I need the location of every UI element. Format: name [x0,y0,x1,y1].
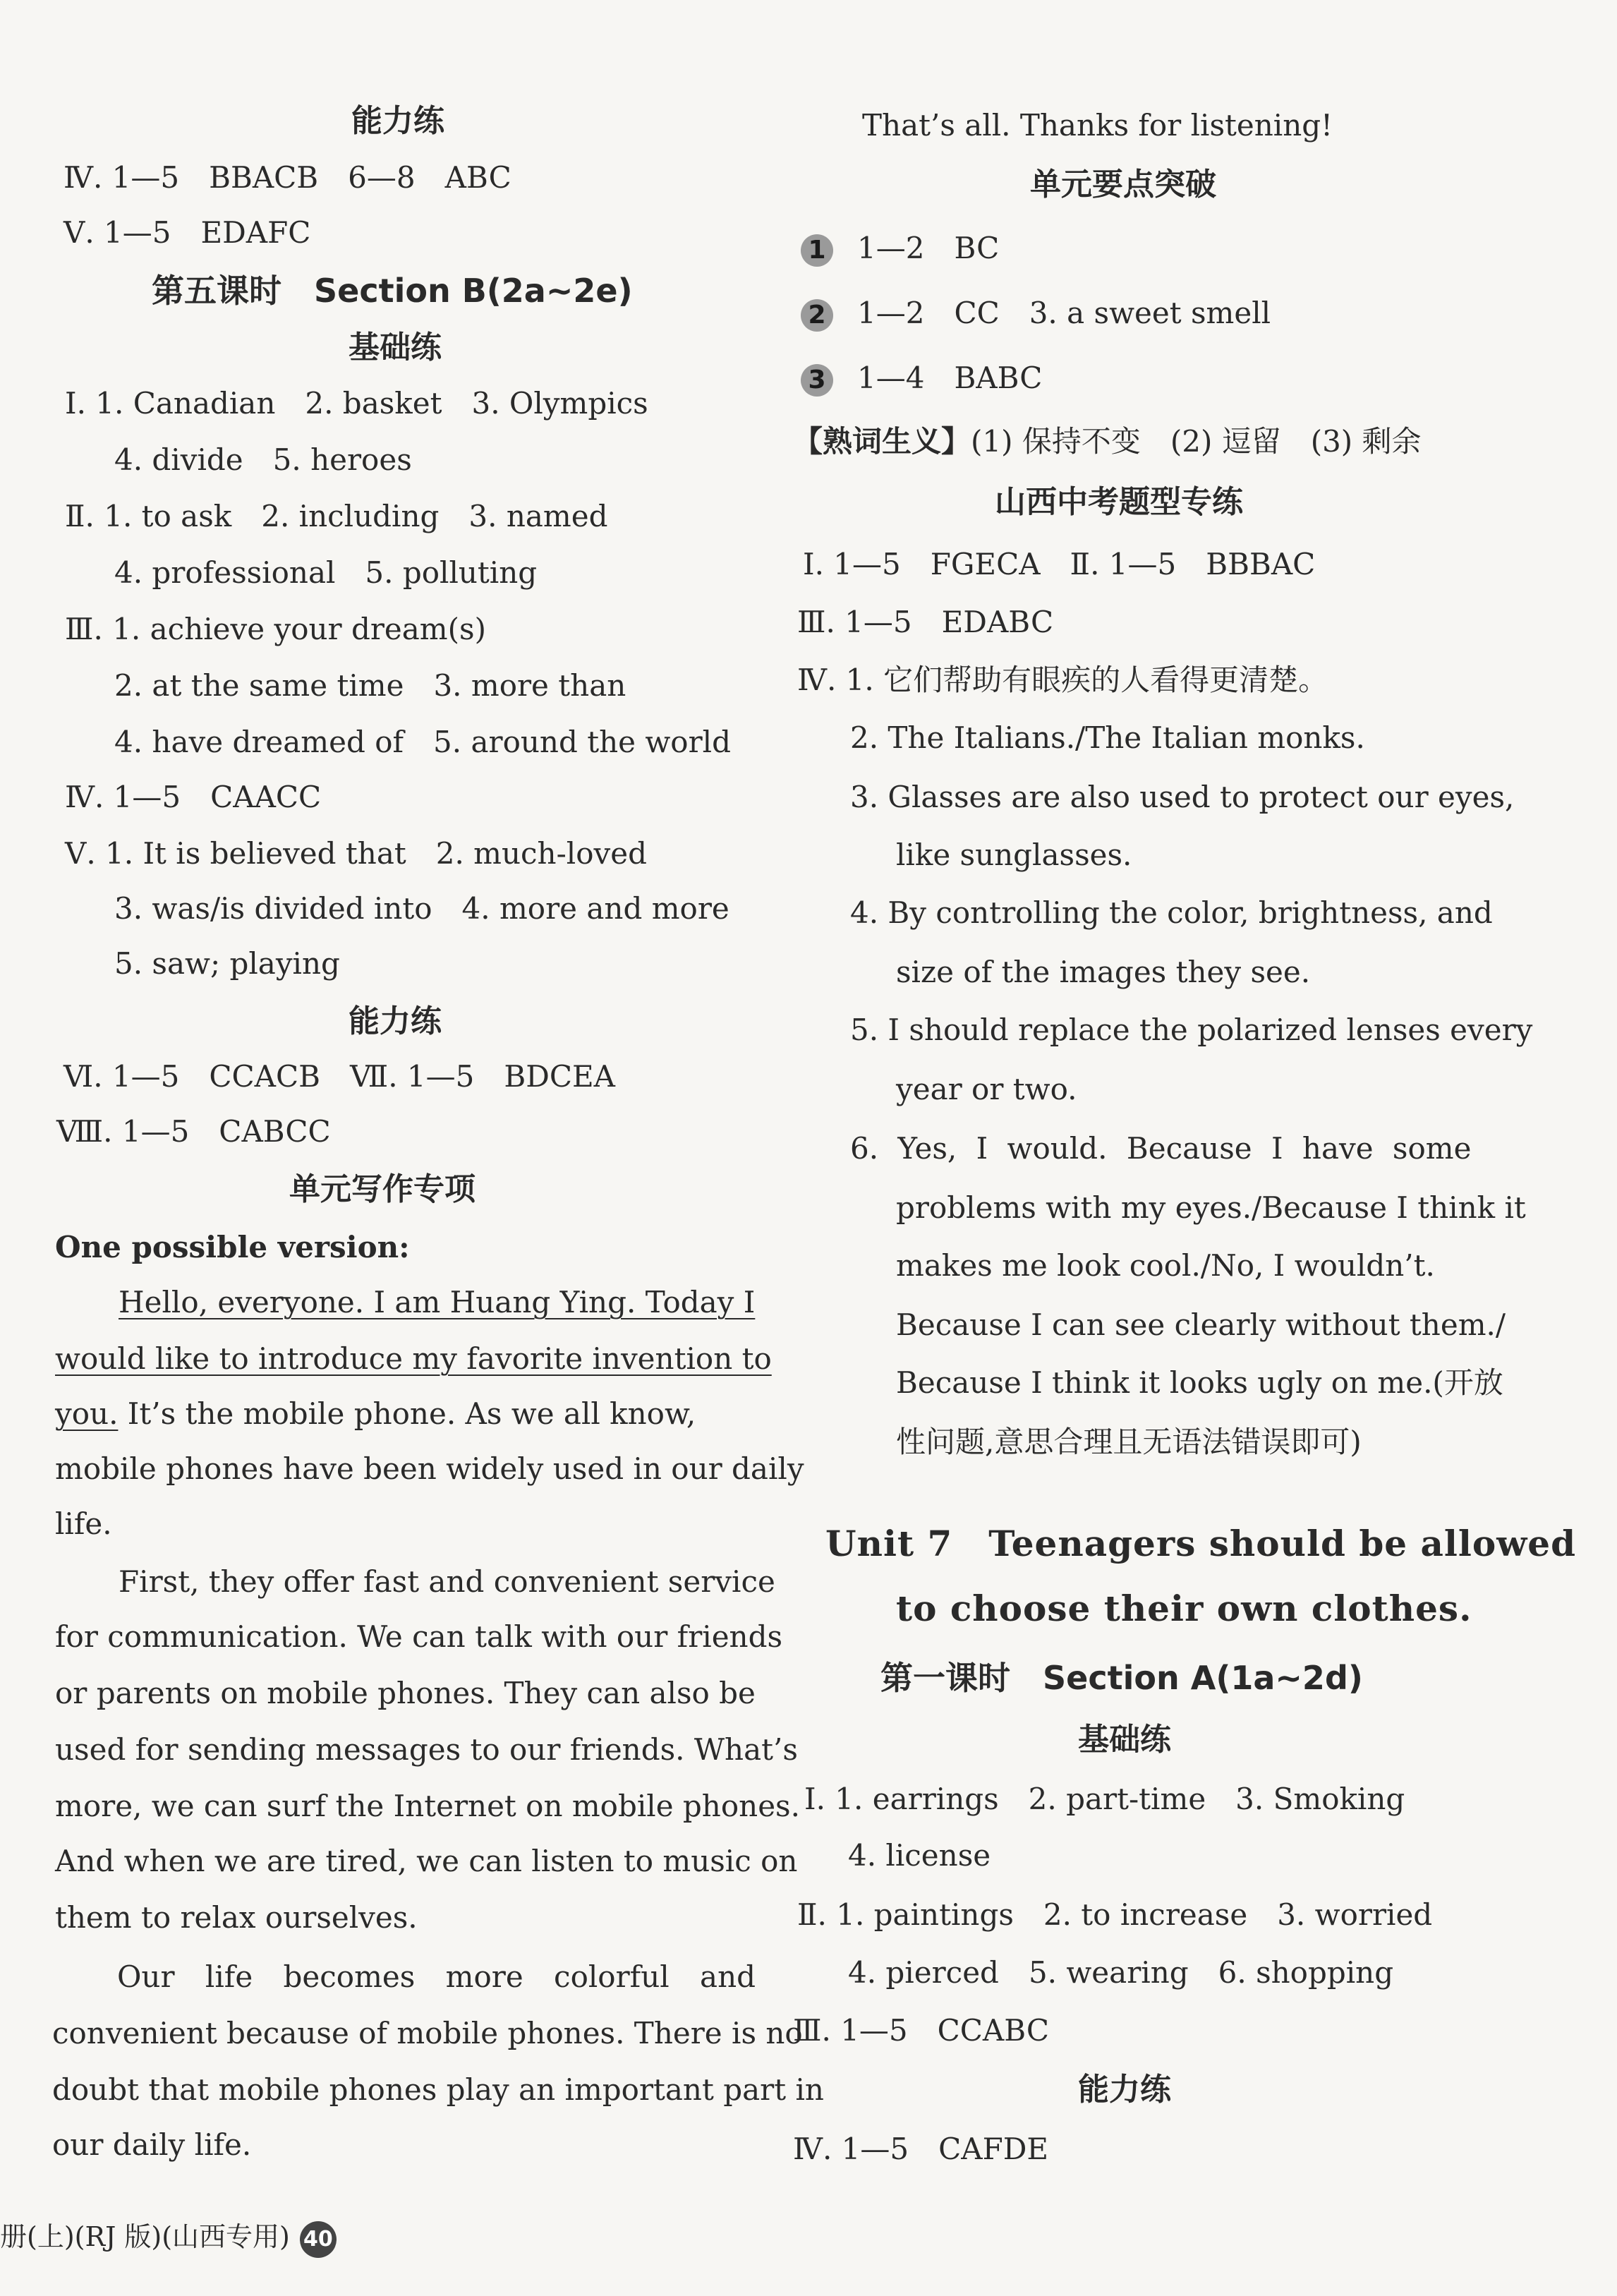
essay-label: One possible version: [55,1230,410,1264]
essay-line: That’s all. Thanks for listening! [862,108,1333,143]
lesson-title: 第五课时 Section B(2a~2e) [152,272,633,310]
answer-line: problems with my eyes./Because I think it [896,1190,1526,1225]
essay-line: Hello, everyone. I am Huang Ying. Today I [119,1285,756,1319]
number-badge: 2 [801,299,833,332]
number-badge: 3 [801,364,833,397]
essay-line: convenient because of mobile phones. There is no [52,2016,803,2050]
essay-underlined: you. [55,1396,119,1431]
answer-line: makes me look cool./No, I wouldn’t. [896,1248,1435,1283]
unit-title: Unit 7 Teenagers should be allowed [825,1523,1577,1564]
answer-line: 3. Glasses are also used to protect our eyes, [850,780,1515,814]
answer-line: Ⅲ. 1—5 EDABC [797,605,1054,639]
answer-line: like sunglasses. [896,838,1132,872]
answer-line: 1 1—2 BC [801,227,999,270]
answer-line: Ⅱ. 1. paintings 2. to increase 3. worried [797,1897,1433,1932]
answer-line: 4. divide 5. heroes [114,442,412,477]
lesson-title: 第一课时 Section A(1a~2d) [880,1659,1363,1697]
essay-line: Our life becomes more colorful and [117,1959,756,1994]
essay-line: mobile phones have been widely used in our daily [55,1451,804,1486]
answer-line: Ⅴ. 1. It is believed that 2. much-loved [65,836,647,871]
section-heading: 基础练 [1078,1722,1171,1758]
essay-line: or parents on mobile phones. They can also be [55,1676,756,1710]
answer-line: 5. saw; playing [114,946,340,981]
answer-line: 4. have dreamed of 5. around the world [114,725,731,759]
essay-text: It’s the mobile phone. As we all know, [118,1396,696,1431]
essay-line: for communication. We can talk with our friends [55,1619,783,1654]
answer-line: Ⅷ. 1—5 CABCC [56,1114,331,1149]
answer-line: 【熟词生义】(1) 保持不变 (2) 逗留 (3) 剩余 [793,424,1422,459]
answer-line: Ⅵ. 1—5 CCACB Ⅶ. 1—5 BDCEA [63,1059,616,1094]
answer-line: 4. license [848,1838,991,1873]
page-footer [0,2216,337,2258]
answer-line: 2 1—2 CC 3. a sweet smell [801,292,1271,334]
answer-line: Ⅴ. 1—5 EDAFC [63,215,311,250]
essay-line: life. [55,1506,112,1541]
answer-line: 2. The Italians./The Italian monks. [850,720,1365,755]
essay-line: our daily life. [52,2127,252,2162]
answer-line: 3 1—4 BABC [801,357,1042,399]
essay-line: First, they offer fast and convenient service [119,1564,775,1599]
page-number: 40 [300,2221,337,2258]
answer-line: 5. I should replace the polarized lenses every [850,1013,1533,1047]
tag-label: 【熟词生义】 [793,424,971,459]
essay-line: more, we can surf the Internet on mobile phones. [55,1789,800,1823]
answer-line: 性问题,意思合理且无语法错误即可) [896,1425,1362,1459]
answer-line: Because I think it looks ugly on me.(开放 [896,1365,1503,1400]
section-heading: 能力练 [1078,2072,1171,2108]
essay-line [55,1393,696,1435]
essay-line: And when we are tired, we can listen to music on [55,1844,798,1878]
section-heading: 能力练 [351,103,444,139]
answer-line: Ⅲ. 1. achieve your dream(s) [65,612,486,646]
section-heading: 单元写作专项 [289,1171,476,1207]
number-badge: 1 [801,234,833,267]
answer-line: 4. professional 5. polluting [114,555,538,590]
answer-line: 4. pierced 5. wearing 6. shopping [848,1955,1394,1990]
section-heading: 山西中考题型专练 [995,484,1243,520]
answer-line: year or two. [896,1072,1077,1106]
answer-line: Ⅲ. 1—5 CCABC [793,2013,1050,2048]
footer-text: 册(上)(RJ 版)(山西专用) [0,2221,290,2252]
essay-line: them to relax ourselves. [55,1900,418,1935]
answer-line: Ⅰ. 1. Canadian 2. basket 3. Olympics [65,386,648,421]
essay-line: would like to introduce my favorite invention to [55,1341,772,1376]
answer-line: 6. Yes, I would. Because I have some [850,1131,1472,1166]
answer-line: Ⅰ. 1—5 FGECA Ⅱ. 1—5 BBBAC [803,547,1316,581]
essay-line: used for sending messages to our friends. What’s [55,1732,798,1767]
answer-line: Ⅳ. 1—5 CAACC [65,780,322,814]
answer-line: Ⅳ. 1—5 CAFDE [793,2132,1049,2166]
answer-line: Ⅱ. 1. to ask 2. including 3. named [65,499,608,533]
answer-line: Ⅰ. 1. earrings 2. part-time 3. Smoking [804,1782,1405,1816]
answer-line: Because I can see clearly without them./ [896,1307,1506,1342]
answer-line: Ⅳ. 1. 它们帮助有眼疾的人看得更清楚。 [797,663,1328,697]
answer-line: size of the images they see. [896,955,1311,989]
answer-line: Ⅳ. 1—5 BBACB 6—8 ABC [63,160,511,195]
unit-title: to choose their own clothes. [896,1588,1472,1629]
section-heading: 能力练 [349,1003,442,1039]
section-heading: 基础练 [349,330,442,365]
answer-line: 2. at the same time 3. more than [114,668,626,703]
answer-line: 3. was/is divided into 4. more and more [114,891,729,926]
essay-line: doubt that mobile phones play an important part in [52,2072,824,2107]
section-heading: 单元要点突破 [1030,167,1216,203]
answer-line: 4. By controlling the color, brightness, and [850,895,1493,930]
